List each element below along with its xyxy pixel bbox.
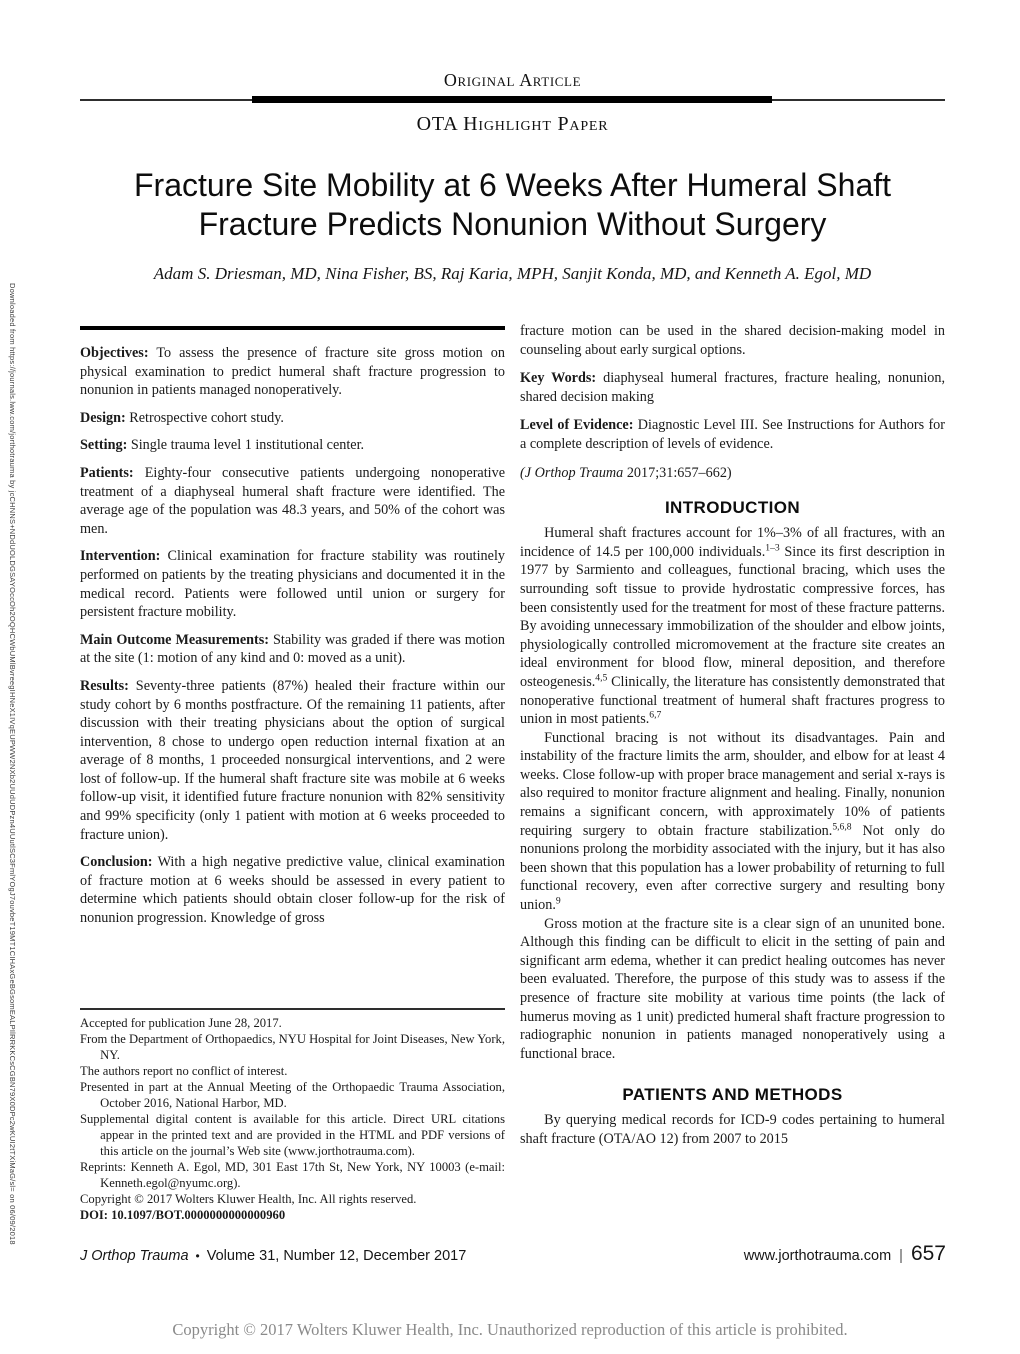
abstract-label: Setting: xyxy=(80,437,128,454)
footnote-affiliation: From the Department of Orthopaedics, NYU Hospital for Joint Diseases, New York, NY. xyxy=(80,1031,505,1062)
abstract-text: Retrospective cohort study. xyxy=(125,409,284,426)
introduction-paragraph-1: Humeral shaft fractures account for 1%–3% of all fractures, with an incidence of 14.5 per 100,000 individuals.$^{1-3}$ Since its first description in 1977 by Sarmiento and colleagues, functional bracing, which uses the surrounding soft tissue to provide hydrostatic compressive forces, has been consistently used for the treatment for most of these fracture patterns. By avoiding unnecessary immobilization of the shoulder and elbow joints, physiologically controlled micromovement at the fracture site creates an ideal environment for blood flow, mineral deposition, and therefore osteogenesis.$^{4,5}$ Clinically, the literature has consistently demonstrated that nonoperative functional treatment of humeral shaft fractures progress to union in most patients.$^{6,7}$ xyxy=(520,525,945,728)
footer-page-number: 657 xyxy=(910,1242,946,1265)
methods-paragraph-1: By querying medical records for ICD-9 codes pertaining to humeral shaft fracture (OTA/AO 12) from 2007 to 2015 xyxy=(520,1112,945,1147)
download-watermark: Downloaded from https://journals.lww.com/jorthotrauma by jcCHNNS+NDdUOLDGSAYOccOh2OQHCWbUMlBvreegIHNeX1IVqEUPWW2NXb2UUdUDPzn4UUutlSC3FmlYOgJ7ouvbeT19MT1CIHAxGeBGsomEALPIlRRKKCsCGBN79X0DPc2wKUI2tTXiMaG/sl= on 06/09/2018 xyxy=(8,283,17,1245)
footnote-copyright: Copyright © 2017 Wolters Kluwer Health, Inc. All rights reserved. xyxy=(80,1191,417,1206)
bullet-icon: • xyxy=(195,1249,200,1263)
article-title xyxy=(80,166,945,244)
footer-website: www.jorthotrauma.com xyxy=(743,1248,892,1264)
journal-citation xyxy=(520,464,945,483)
header-rule xyxy=(80,96,945,103)
abstract-section-design xyxy=(80,409,505,428)
abstract-text: To assess the presence of fracture site gross motion on physical examination to predict humeral shaft fracture progression to nonunion in patients managed nonoperatively. xyxy=(80,345,505,399)
introduction-heading: INTRODUCTION xyxy=(664,498,801,518)
keywords-label: Key Words: xyxy=(520,370,597,387)
journal-citation-detail: 2017;31:657–662) xyxy=(623,464,732,481)
keywords-paragraph xyxy=(520,369,945,406)
abstract-column xyxy=(80,326,505,937)
abstract-text: Seventy-three patients (87%) healed their fracture within our study cohort by 6 months postfracture. Of the remaining 11 patients, after discussion with their treating physicians about the option of surgical intervention, 8 chose to undergo open reduction internal fixation at an average of 8 months, 1 proceeded nonsurgical interventions, and 2 were lost of follow-up. If the humeral shaft fracture site was mobile at 6 weeks follow-up visit, it identified future fracture nonunion with 82% sensitivity and 99% specificity (only 1 patient with motion at 6 weeks proceeded to fracture union). xyxy=(80,677,505,843)
article-type-label: Original Article xyxy=(443,70,582,90)
footnote-conflict: The authors report no conflict of interest. xyxy=(80,1063,288,1078)
page-footer xyxy=(80,1242,946,1266)
footnote-separator-rule xyxy=(80,1008,505,1010)
abstract-section-objectives xyxy=(80,344,505,400)
abstract-label: Conclusion: xyxy=(80,854,153,871)
abstract-section-main-outcome xyxy=(80,631,505,668)
footer-site-page xyxy=(744,1242,946,1266)
abstract-label: Results: xyxy=(80,677,129,694)
footnote-reprints: Reprints: Kenneth A. Egol, MD, 301 East 17th St, New York, NY 10003 (e-mail: Kenneth.egol@nyumc.org). xyxy=(80,1159,505,1190)
abstract-section-results xyxy=(80,677,505,844)
footnote-accepted: Accepted for publication June 28, 2017. xyxy=(80,1015,282,1030)
abstract-label: Intervention: xyxy=(80,548,161,565)
ota-highlight-label: OTA Highlight Paper xyxy=(416,113,609,135)
footer-issue-info: Volume 31, Number 12, December 2017 xyxy=(206,1248,467,1264)
abstract-section-intervention xyxy=(80,547,505,621)
footnote-block xyxy=(80,1008,505,1223)
footer-journal-name: J Orthop Trauma xyxy=(80,1248,189,1264)
right-column xyxy=(520,322,945,1149)
abstract-label: Patients: xyxy=(80,464,134,481)
introduction-paragraph-2: Functional bracing is not without its disadvantages. Pain and instability of the fracture limits the arm, shoulder, and elbow for at least 4 weeks. Close follow-up with proper brace management and serial x-rays is also required to monitor fracture alignment and healing. Finally, nonunion remains a significant concern, with approximately 10% of patients requiring surgery to obtain fracture stabilization.$^{5,6,8}$ Not only do nonunions prolong the morbidity associated with the injury, but it has also been shown that this population has a lower probability of returning to full functional recovery, even after corrective surgery and resulting bony union.$^9$ xyxy=(520,729,945,914)
level-of-evidence-label: Level of Evidence: xyxy=(520,417,634,434)
methods-heading: PATIENTS AND METHODS xyxy=(622,1085,843,1105)
copyright-line: Copyright © 2017 Wolters Kluwer Health, Inc. Unauthorized reproduction of this article is prohibited. xyxy=(172,1320,848,1339)
journal-citation-title: (J Orthop Trauma xyxy=(520,464,624,481)
authors-line: Adam S. Driesman, MD, Nina Fisher, BS, Raj Karia, MPH, Sanjit Konda, MD, and Kenneth A. Egol, MD xyxy=(153,264,872,283)
article-title-line-1: Fracture Site Mobility at 6 Weeks After Humeral Shaft xyxy=(133,167,892,203)
abstract-label: Design: xyxy=(80,409,126,426)
footnote-presented: Presented in part at the Annual Meeting of the Orthopaedic Trauma Association, October 2016, National Harbor, MD. xyxy=(80,1079,505,1110)
level-of-evidence-text: Diagnostic Level III. See Instructions for Authors for a complete description of levels of evidence. xyxy=(520,417,945,452)
footer-separator: | xyxy=(899,1248,903,1264)
footer-journal-info xyxy=(80,1248,466,1264)
conclusion-continuation: fracture motion can be used in the shared decision-making model in counseling about early surgical options. xyxy=(520,323,945,358)
introduction-paragraph-3: Gross motion at the fracture site is a clear sign of an ununited bone. Although this finding can be difficult to elicit in the setting of pain and significant arm edema, whether it can predict healing outcomes has never been evaluated. Therefore, the purpose of this study was to assess if the presence of fracture site mobility at various time points (the lack of humerus moving as 1 unit) predicted humeral shaft fracture progression to radiographic nonunion in patients managed nonoperatively using a functional brace. xyxy=(520,915,945,1062)
abstract-label: Objectives: xyxy=(80,345,149,361)
abstract-text: With a high negative predictive value, clinical examination of fracture motion at 6 weeks should be assessed in every patient to determine which patients should obtain closer follow-up for the risk of nonunion progression. Knowledge of gross xyxy=(80,854,505,927)
abstract-section-setting xyxy=(80,436,505,455)
keywords-text: diaphyseal humeral fractures, fracture healing, nonunion, shared decision making xyxy=(520,370,945,405)
article-header xyxy=(80,70,945,284)
abstract-label: Main Outcome Measurements: xyxy=(80,631,269,648)
abstract-section-conclusion xyxy=(80,853,505,927)
abstract-top-rule xyxy=(80,326,505,330)
abstract-text: Clinical examination for fracture stability was routinely performed on patients by the treating physicians and documented it in the medical record. Patients were followed until union or surgery for persistent fracture mobility. xyxy=(80,548,505,621)
footnote-doi: DOI: 10.1097/BOT.0000000000000960 xyxy=(80,1207,286,1222)
header-rule-thick xyxy=(252,96,772,103)
footnote-supplemental: Supplemental digital content is available for this article. Direct URL citations appear in the printed text and are provided in the HTML and PDF versions of this article on the journal’s Web site (www.jorthotrauma.com). xyxy=(80,1111,505,1158)
level-of-evidence-paragraph xyxy=(520,416,945,453)
article-title-line-2: Fracture Predicts Nonunion Without Surgery xyxy=(198,206,827,242)
abstract-section-patients xyxy=(80,464,505,538)
abstract-text: Stability was graded if there was motion at the site (1: motion of any kind and 0: moved as a unit). xyxy=(80,631,505,667)
abstract-text: Single trauma level 1 institutional center. xyxy=(127,437,365,454)
abstract-text: Eighty-four consecutive patients undergoing nonoperative treatment of a diaphyseal humeral shaft fracture were identified. The average age of the population was 48.3 years, and 50% of the cohort was men. xyxy=(80,464,505,537)
